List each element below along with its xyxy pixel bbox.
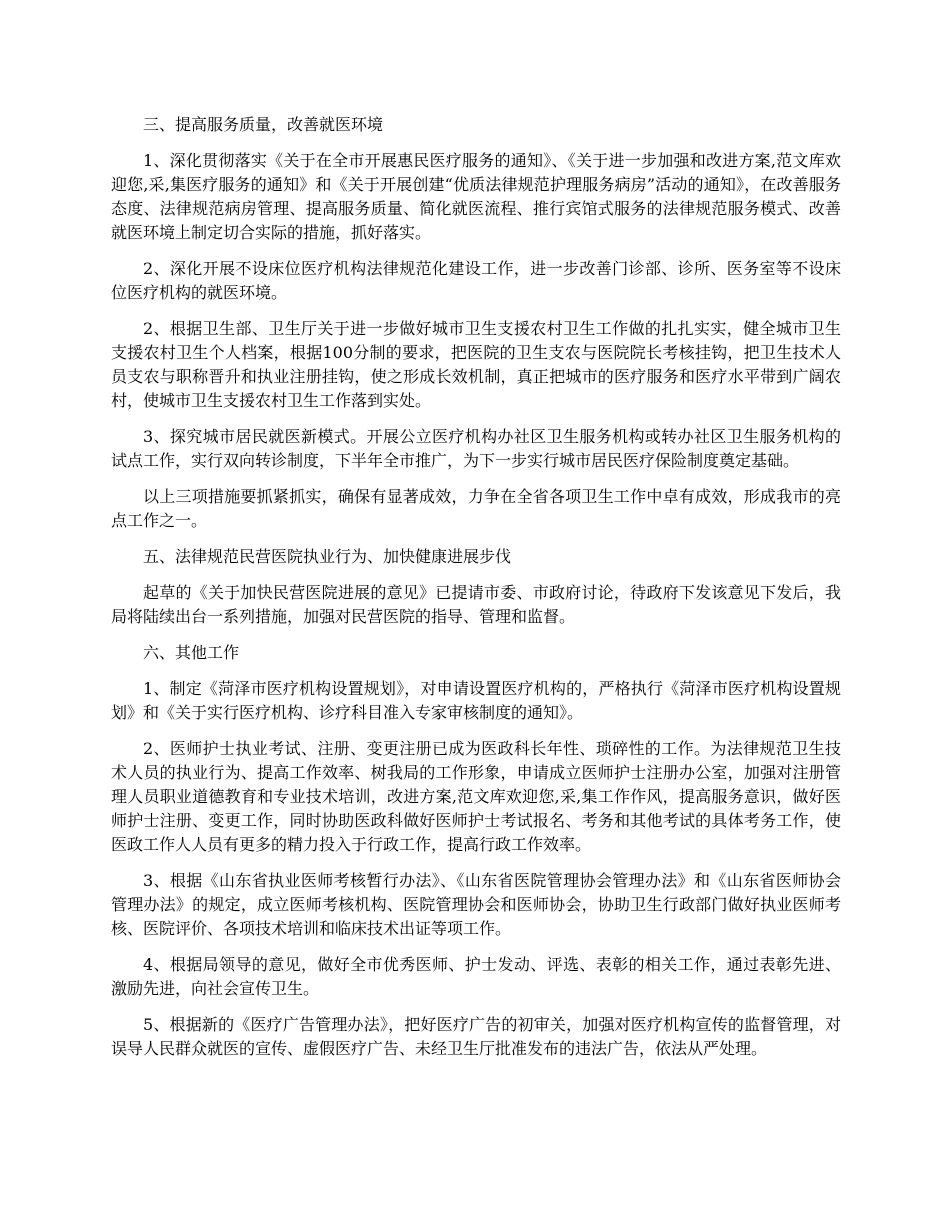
section-heading-6: 六、其他工作 — [143, 643, 240, 662]
paragraph: 2、医师护士执业考试、注册、变更注册已成为医政科长年性、琐碎性的工作。为法律规范卫生技术人员的执业行为、提高工作效率、树我局的工作形象，申请成立医师护士注册办公室，加强对注册管理人员职业道德教育和专业技术培训，改进方案,范文库欢迎您,采,集工作作风，提高服务意识，做好医师护士注册、变更工作，同时协助医政科做好医师护士考试报名、考务和其他考试的具体考务工作，使医政工作人人员有更多的精力投入于行政工作，提高行政工作效率。 — [111, 739, 841, 854]
paragraph: 2、根据卫生部、卫生厅关于进一步做好城市卫生支援农村卫生工作做的扎扎实实，健全城市卫生支援农村卫生个人档案，根据100分制的要求，把医院的卫生支农与医院院长考核挂钩，把卫生技术人员支农与职称晋升和执业注册挂钩，使之形成长效机制，真正把城市的医疗服务和医疗水平带到广阔农村，使城市卫生支援农村卫生工作落到实处。 — [111, 319, 841, 410]
paragraph: 1、制定《菏泽市医疗机构设置规划》，对申请设置医疗机构的，严格执行《菏泽市医疗机构设置规划》和《关于实行医疗机构、诊疗科目准入专家审核制度的通知》。 — [111, 679, 841, 722]
paragraph: 以上三项措施要抓紧抓实，确保有显著成效，力争在全省各项卫生工作中卓有成效，形成我市的亮点工作之一。 — [111, 487, 841, 530]
paragraph: 2、深化开展不设床位医疗机构法律规范化建设工作，进一步改善门诊部、诊所、医务室等不设床位医疗机构的就医环境。 — [111, 259, 841, 302]
paragraph: 3、探究城市居民就医新模式。开展公立医疗机构办社区卫生服务机构或转办社区卫生服务机构的试点工作，实行双向转诊制度，下半年全市推广，为下一步实行城市居民医疗保险制度奠定基础。 — [111, 427, 841, 470]
section-heading-5: 五、法律规范民营医院执业行为、加快健康进展步伐 — [143, 547, 512, 566]
document-body — [111, 113, 841, 1073]
paragraph: 5、根据新的《医疗广告管理办法》，把好医疗广告的初审关，加强对医疗机构宣传的监督管理，对误导人民群众就医的宣传、虚假医疗广告、未经卫生厅批准发布的违法广告，依法从严处理。 — [111, 1015, 841, 1058]
section-heading-3: 三、提高服务质量，改善就医环境 — [143, 115, 384, 134]
paragraph: 3、根据《山东省执业医师考核暂行办法》、《山东省医院管理协会管理办法》和《山东省医师协会管理办法》的规定，成立医师考核机构、医院管理协会和医师协会，协助卫生行政部门做好执业医师考核、医院评价、各项技术培训和临床技术出证等项工作。 — [111, 871, 841, 938]
paragraph: 4、根据局领导的意见，做好全市优秀医师、护士发动、评选、表彰的相关工作，通过表彰先进、激励先进，向社会宣传卫生。 — [111, 955, 841, 998]
paragraph: 1、深化贯彻落实《关于在全市开展惠民医疗服务的通知》、《关于进一步加强和改进方案,范文库欢迎您,采,集医疗服务的通知》和《关于开展创建“优质法律规范护理服务病房”活动的通知》，在改善服务态度、法律规范病房管理、提高服务质量、简化就医流程、推行宾馆式服务的法律规范服务模式、改善就医环境上制定切合实际的措施，抓好落实。 — [111, 151, 841, 242]
paragraph: 起草的《关于加快民营医院进展的意见》已提请市委、市政府讨论，待政府下发该意见下发后，我局将陆续出台一系列措施，加强对民营医院的指导、管理和监督。 — [111, 583, 841, 626]
